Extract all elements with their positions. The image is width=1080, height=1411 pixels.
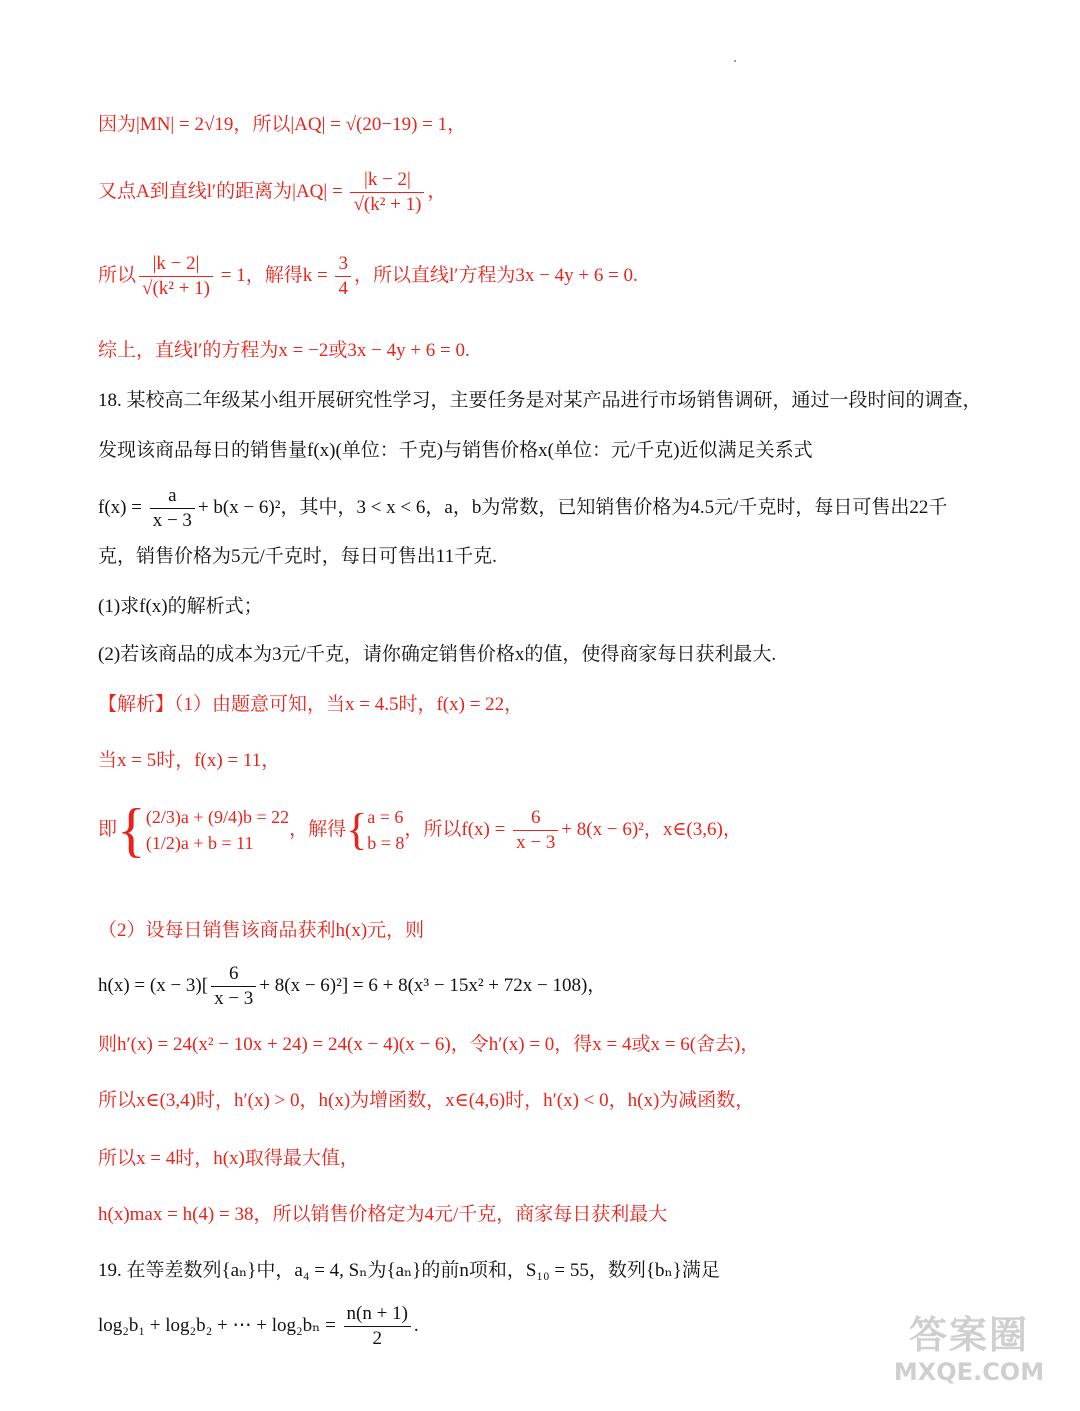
text: + 8(x − 6)²，x∈(3,6)， (561, 819, 742, 840)
question-19-line-2 (98, 1302, 419, 1351)
text: 因为|MN| = 2√19，所以|AQ| = √(20−19) = 1， (98, 114, 467, 135)
text: log₂b₁ + log₂b₂ + ⋯ + log₂bₙ = (98, 1314, 341, 1336)
solution-line-1 (98, 112, 466, 138)
numerator: 3 (335, 252, 351, 277)
numerator: n(n + 1) (344, 1302, 411, 1327)
denominator: x − 3 (516, 831, 556, 853)
solution-18-system (98, 797, 742, 863)
solution-18-max (98, 1146, 359, 1172)
watermark-logo (884, 1313, 1054, 1403)
text: = 1，解得k = (216, 264, 333, 286)
brace-icon: { (346, 805, 368, 854)
text: ，所以f(x) = (404, 819, 511, 840)
fraction (350, 168, 424, 217)
fraction (344, 1302, 411, 1351)
text: 18. 某校高二年级某小组开展研究性学习，主要任务是对某产品进行市场销售调研，通过一段时间的调查， (98, 390, 982, 411)
numerator: 6 (513, 806, 558, 831)
solution-18-derivative (98, 1032, 759, 1058)
denominator: x − 3 (214, 988, 254, 1009)
solution-line-4 (98, 338, 470, 364)
denominator: 2 (372, 1328, 382, 1349)
question-18-line-3 (98, 484, 947, 533)
brace-icon: { (117, 797, 146, 863)
denominator: √(k² + 1) (353, 194, 422, 215)
text: 克，销售价格为5元/千克时，每日可售出11千克. (98, 546, 497, 567)
text: 19. 在等差数列{aₙ}中，a₄ = 4, Sₙ为{aₙ}的前n项和，S₁₀ = 55，数列{bₙ}满足 (98, 1260, 720, 1281)
text: 综上，直线l′的方程为x = −2或3x − 4y + 6 = 0. (98, 340, 470, 361)
text: 所以 (98, 264, 137, 286)
solution-line-2 (98, 168, 446, 217)
question-18-part-1 (98, 594, 263, 620)
solution-18-part-2 (98, 918, 424, 944)
watermark-bottom: MXQE.COM (893, 1358, 1045, 1386)
solution-18-conclusion (98, 1202, 667, 1228)
text: h(x)max = h(4) = 38，所以销售价格定为4元/千克，商家每日获利最大 (98, 1204, 668, 1225)
fraction (211, 962, 256, 1011)
numerator: |k − 2| (350, 168, 424, 193)
fraction (513, 806, 558, 855)
equation-1: (2/3)a + (9/4)b = 22 (145, 807, 290, 827)
denominator: √(k² + 1) (142, 278, 211, 299)
denominator: 4 (338, 278, 348, 299)
fraction (335, 252, 351, 301)
solution-18-monotonic (98, 1088, 754, 1114)
solution-18-h-expr (98, 962, 606, 1011)
text: 即 (98, 819, 118, 840)
text: (2)若该商品的成本为3元/千克，请你确定销售价格x的值，使得商家每日获利最大. (98, 644, 777, 665)
text: （2）设每日销售该商品获利h(x)元，则 (98, 920, 425, 941)
solution-system (367, 804, 404, 856)
text: 所以x = 4时，h(x)取得最大值， (98, 1148, 359, 1169)
question-18-line-2 (98, 438, 813, 464)
solution-b: b = 8 (367, 833, 405, 853)
numerator: a (150, 484, 195, 509)
text: 所以x∈(3,4)时，h′(x) > 0，h(x)为增函数，x∈(4,6)时，h′(x) < 0，h(x)为减函数， (98, 1090, 755, 1111)
numerator: |k − 2| (139, 252, 213, 277)
fraction (150, 484, 195, 533)
text: ，所以直线l′方程为3x − 4y + 6 = 0. (353, 264, 638, 286)
text: 则h′(x) = 24(x² − 10x + 24) = 24(x − 4)(x − 6)，令h′(x) = 0，得x = 4或x = 6(舍去)， (98, 1034, 760, 1055)
text: + b(x − 6)²，其中，3 < x < 6，a，b为常数，已知销售价格为4.5元/千克时，每日可售出22千 (197, 496, 948, 518)
text: 【解析】（1）由题意可知，当x = 4.5时，f(x) = 22， (98, 694, 524, 715)
text: ，解得 (289, 819, 347, 840)
text: f(x) = (98, 496, 147, 518)
text: + 8(x − 6)²] = 6 + 8(x³ − 15x² + 72x − 108)， (259, 974, 607, 996)
fraction (139, 252, 213, 301)
text: ， (427, 180, 447, 202)
question-18-line-4 (98, 544, 497, 570)
solution-18-line-1 (98, 692, 523, 718)
denominator: x − 3 (152, 510, 192, 531)
text: (1)求f(x)的解析式； (98, 596, 263, 617)
scan-dot (734, 60, 736, 62)
text: 发现该商品每日的销售量f(x)(单位：千克)与销售价格x(单位：元/千克)近似满足关系式 (98, 440, 813, 461)
watermark-top: 答案圈 (908, 1313, 1029, 1357)
numerator: 6 (211, 962, 256, 987)
solution-line-3 (98, 252, 638, 301)
equation-2: (1/2)a + b = 11 (145, 833, 254, 853)
question-18-line-1 (98, 388, 982, 414)
text: 又点A到直线l′的距离为|AQ| = (98, 180, 348, 202)
text: . (413, 1314, 419, 1336)
equation-system (146, 804, 289, 856)
solution-18-line-2 (98, 748, 280, 774)
text: h(x) = (x − 3)[ (98, 974, 209, 996)
question-18-part-2 (98, 642, 776, 668)
text: 当x = 5时，f(x) = 11， (98, 750, 281, 771)
solution-a: a = 6 (367, 807, 404, 827)
question-19-line-1 (98, 1258, 720, 1284)
